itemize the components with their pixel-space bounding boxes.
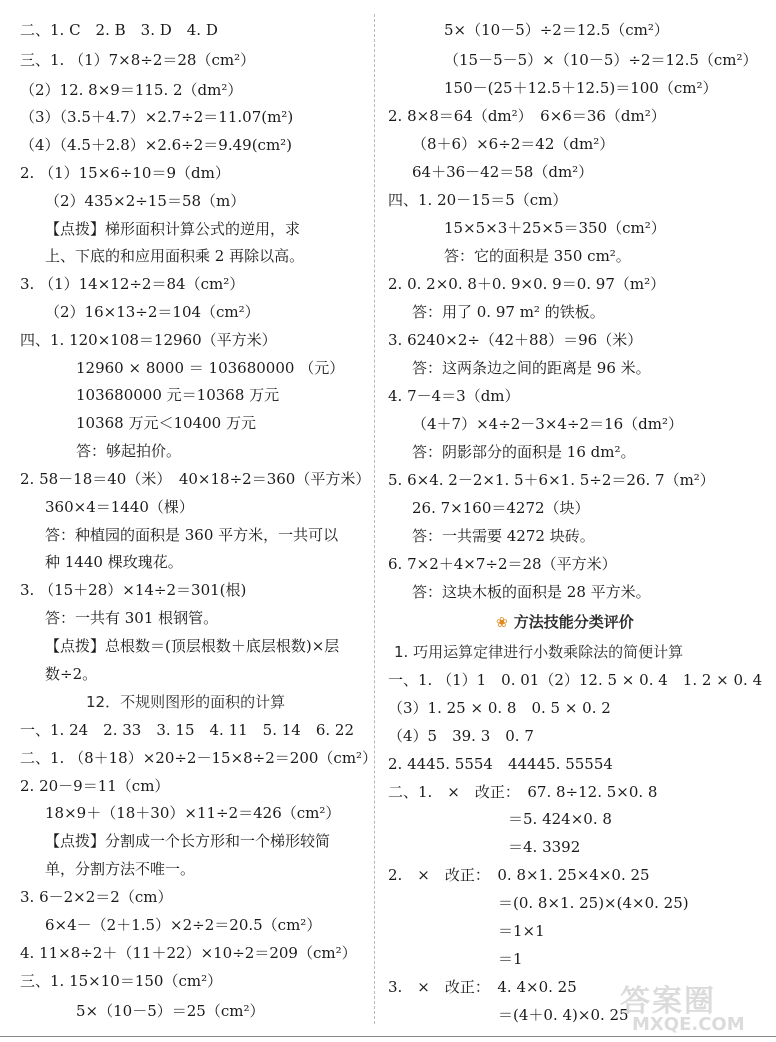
answer-line: 答：一共有 301 根钢管。 [45,609,219,627]
answer-line: 2. 58－18＝40（米） 40×18÷2＝360（平方米） [20,470,371,488]
answer-line: 2. 0. 2×0. 8＋0. 9×0. 9＝0. 97（m²） [388,275,666,293]
answer-line: 二、1. × 改正： 67. 8÷12. 5×0. 8 [388,783,658,801]
answer-line: （2）12. 8×9＝115. 2（dm²） [20,81,243,99]
answer-line: 150－(25＋12.5＋12.5)＝100（cm²） [444,79,718,97]
answer-line: 103680000 元＝10368 万元 [76,386,280,404]
answer-line: 答：它的面积是 350 cm²。 [444,247,631,265]
watermark-url: MXQE.COM [632,1014,745,1035]
answer-line: 二、1. C 2. B 3. D 4. D [20,21,218,39]
answer-line: （8＋6）×6÷2＝42（dm²） [412,135,615,153]
answer-line: 一、1. 24 2. 33 3. 15 4. 11 5. 14 6. 22 [20,721,354,739]
answer-line: ＝5. 424×0. 8 [508,810,612,828]
answer-line: 答：一共需要 4272 块砖。 [412,527,595,545]
answer-line: 360×4＝1440（棵） [45,498,194,516]
hint-line: 数÷2。 [45,665,98,683]
hint-line: 单，分割方法不唯一。 [45,860,196,878]
answer-line: 种 1440 棵玫瑰花。 [45,553,183,571]
hint-line: 【点拨】总根数＝(顶层根数＋底层根数)×层 [45,637,340,655]
answer-line: （2）435×2÷15＝58（m） [45,192,246,210]
answer-line: （3）（3.5＋4.7）×2.7÷2＝11.07(m²) [20,108,294,126]
hint-line: 【点拨】分割成一个长方形和一个梯形较简 [45,832,331,850]
answer-line: 12960 × 8000 ＝ 103680000 （元） [76,359,345,377]
answer-line: 3. （1）14×12÷2＝84（cm²） [20,275,245,293]
answer-line: 二、1. （8＋18）×20÷2－15×8÷2＝200（cm²） [20,749,378,767]
answer-line: 答：够起拍价。 [76,442,182,460]
answer-line: 6×4－（2＋1.5）×2÷2＝20.5（cm²） [45,916,322,934]
answer-line: 26. 7×160＝4272（块） [412,499,590,517]
answer-line: （15－5－5）×（10－5）÷2＝12.5（cm²） [444,51,758,69]
answer-line: 5×（10－5）÷2＝12.5（cm²） [444,21,669,39]
answer-line: 答：这块木板的面积是 28 平方米。 [412,583,651,601]
answer-line: ＝(4＋0. 4)×0. 25 [498,1006,629,1024]
answer-line: ＝4. 3392 [508,838,581,856]
column-divider [374,14,375,1024]
answer-line: 2. 20－9＝11（cm） [20,777,170,795]
answer-line: 3. 6－2×2＝2（cm） [20,888,173,906]
answer-line: 三、1. （1）7×8÷2＝28（cm²） [20,51,256,69]
answer-line: 3. × 改正： 4. 4×0. 25 [388,978,577,996]
answer-line: （3）1. 25 × 0. 8 0. 5 × 0. 2 [388,699,611,717]
answer-line: 2. （1）15×6÷10＝9（dm） [20,164,230,182]
answer-line: 4. 11×8÷2＋（11＋22）×10÷2＝209（cm²） [20,944,357,962]
hint-line: 【点拨】梯形面积计算公式的逆用，求 [45,220,301,238]
answer-line: 三、1. 15×10＝150（cm²） [20,972,223,990]
bottom-rule [0,1036,776,1037]
answer-line: 5×（10－5）＝25（cm²） [76,1002,265,1020]
answer-line: （4）5 39. 3 0. 7 [388,727,534,745]
watermark-text: 答案圈 [620,984,716,1019]
answer-line: 3. 6240×2÷（42＋88）＝96（米） [388,331,643,349]
hint-line: 上、下底的和应用面积乘 2 再除以高。 [45,247,305,265]
subsection-title: 1. 巧用运算定律进行小数乘除法的简便计算 [394,643,684,661]
answer-line: （4＋7）×4÷2－3×4÷2＝16（dm²） [412,415,684,433]
paw-icon: ❀ [496,615,508,631]
section-title [496,612,634,633]
answer-line: 3. （15＋28）×14÷2＝301(根) [20,581,247,599]
answer-line: 2. 4445. 5554 44445. 55554 [388,755,613,773]
answer-line: 10368 万元＜10400 万元 [76,414,256,432]
answer-line: 5. 6×4. 2－2×1. 5＋6×1. 5÷2＝26. 7（m²） [388,471,715,489]
section-title: 12．不规则图形的面积的计算 [86,693,286,711]
answer-line: 四、1. 20－15＝5（cm） [388,191,568,209]
section-title-text: 方法技能分类评价 [513,613,634,631]
answer-line: 答：这两条边之间的距离是 96 米。 [412,359,651,377]
answer-line: 15×5×3＋25×5＝350（cm²） [444,219,666,237]
watermark [620,976,770,1038]
answer-line: ＝1×1 [498,922,545,940]
answer-line: 答：用了 0. 97 m² 的铁板。 [412,303,605,321]
answer-line: 64＋36－42＝58（dm²） [412,163,594,181]
answer-line: 2. × 改正： 0. 8×1. 25×4×0. 25 [388,866,650,884]
answer-line: 一、1. （1）1 0. 01（2）12. 5 × 0. 4 1. 2 × 0. 4 [388,671,763,689]
answer-line: 6. 7×2＋4×7÷2＝28（平方米） [388,555,617,573]
answer-line: （2）16×13÷2＝104（cm²） [45,303,260,321]
answer-line: 18×9＋（18＋30）×11÷2＝426（cm²） [45,804,341,822]
answer-line: ＝(0. 8×1. 25)×(4×0. 25) [498,894,689,912]
answer-line: ＝1 [498,950,523,968]
answer-line: 四、1. 120×108＝12960（平方米） [20,331,277,349]
answer-line: 2. 8×8＝64（dm²） 6×6＝36（dm²） [388,107,666,125]
answer-line: （4）（4.5＋2.8）×2.6÷2＝9.49(cm²) [20,136,293,154]
answer-line: 答：阴影部分的面积是 16 dm²。 [412,443,636,461]
answer-line: 4. 7－4＝3（dm） [388,387,520,405]
answer-line: 答：种植园的面积是 360 平方米，一共可以 [45,526,339,544]
